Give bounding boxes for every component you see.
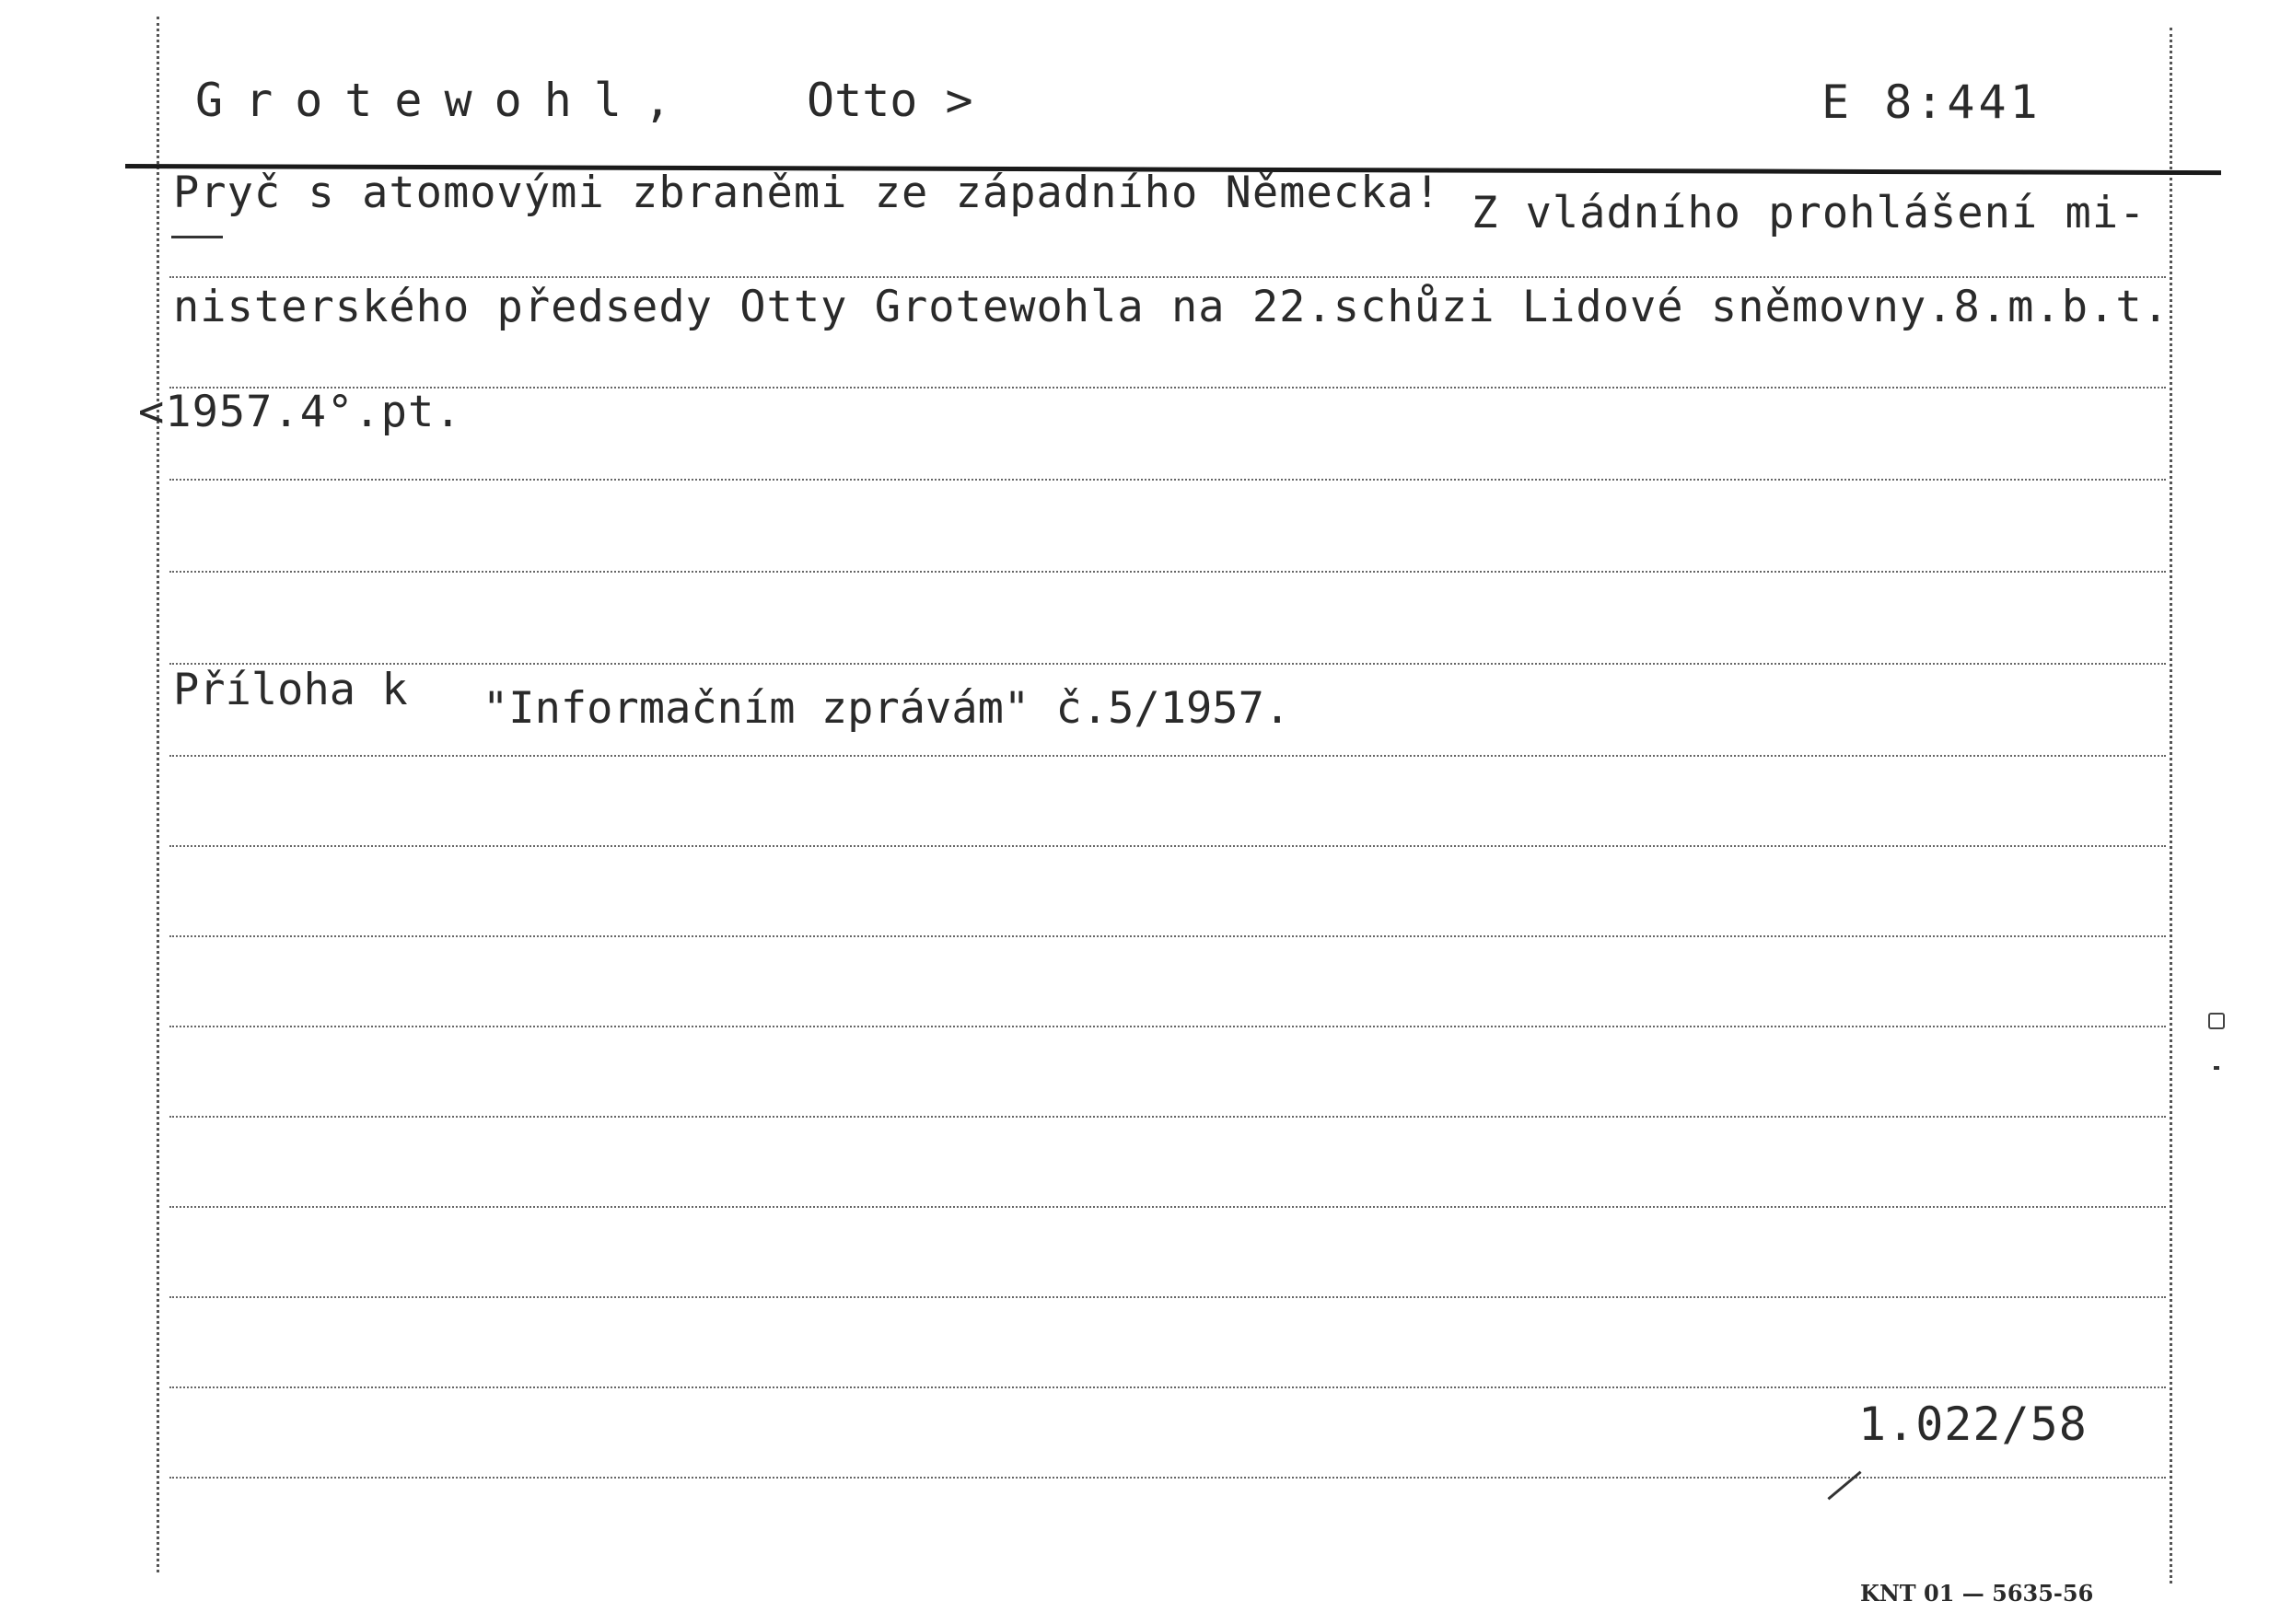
author-surname: Grotewohl,: [195, 74, 694, 127]
ruled-line: [169, 755, 2166, 757]
card-right-border: [2170, 28, 2172, 1583]
annex-title: "Informačním zprávám" č.5/1957.: [483, 683, 1291, 734]
shelf-signature: E 8:441: [1821, 75, 2042, 129]
pen-mark: [2214, 1066, 2219, 1070]
ruled-line: [169, 479, 2166, 481]
ruled-line: [169, 1386, 2166, 1388]
ruled-line: [169, 1296, 2166, 1298]
annex-label: Příloha k: [173, 665, 408, 715]
work-title: Pryč s atomovými zbraněmi ze západního Německa!: [173, 168, 1441, 218]
form-code: KNT 01 — 5635-56: [1860, 1580, 2094, 1607]
ruled-line: [169, 276, 2166, 278]
ruled-line: [169, 571, 2166, 573]
ruled-line: [169, 1026, 2166, 1027]
work-subtitle-start: Z vládního prohlášení mi-: [1472, 188, 2147, 238]
ruled-line: [169, 845, 2166, 847]
accession-number: 1.022/58: [1858, 1398, 2088, 1451]
pen-mark: [171, 236, 223, 238]
work-subtitle-cont: nisterského předsedy Otty Grotewohla na 22.schůzi Lidové sněmovny.8.m.b.t.: [173, 282, 2170, 332]
author-given-name: Otto >: [807, 74, 973, 127]
ruled-line: [169, 935, 2166, 937]
imprint-line: <1957.4°.pt.: [138, 387, 462, 437]
pen-mark: [1827, 1471, 1861, 1501]
ruled-line: [169, 1477, 2166, 1479]
ruled-line: [169, 1116, 2166, 1118]
ruled-line: [169, 1206, 2166, 1208]
pen-mark: [2208, 1013, 2225, 1029]
ruled-line: [169, 387, 2166, 389]
ruled-line: [169, 663, 2166, 665]
card-left-border: [157, 17, 159, 1572]
